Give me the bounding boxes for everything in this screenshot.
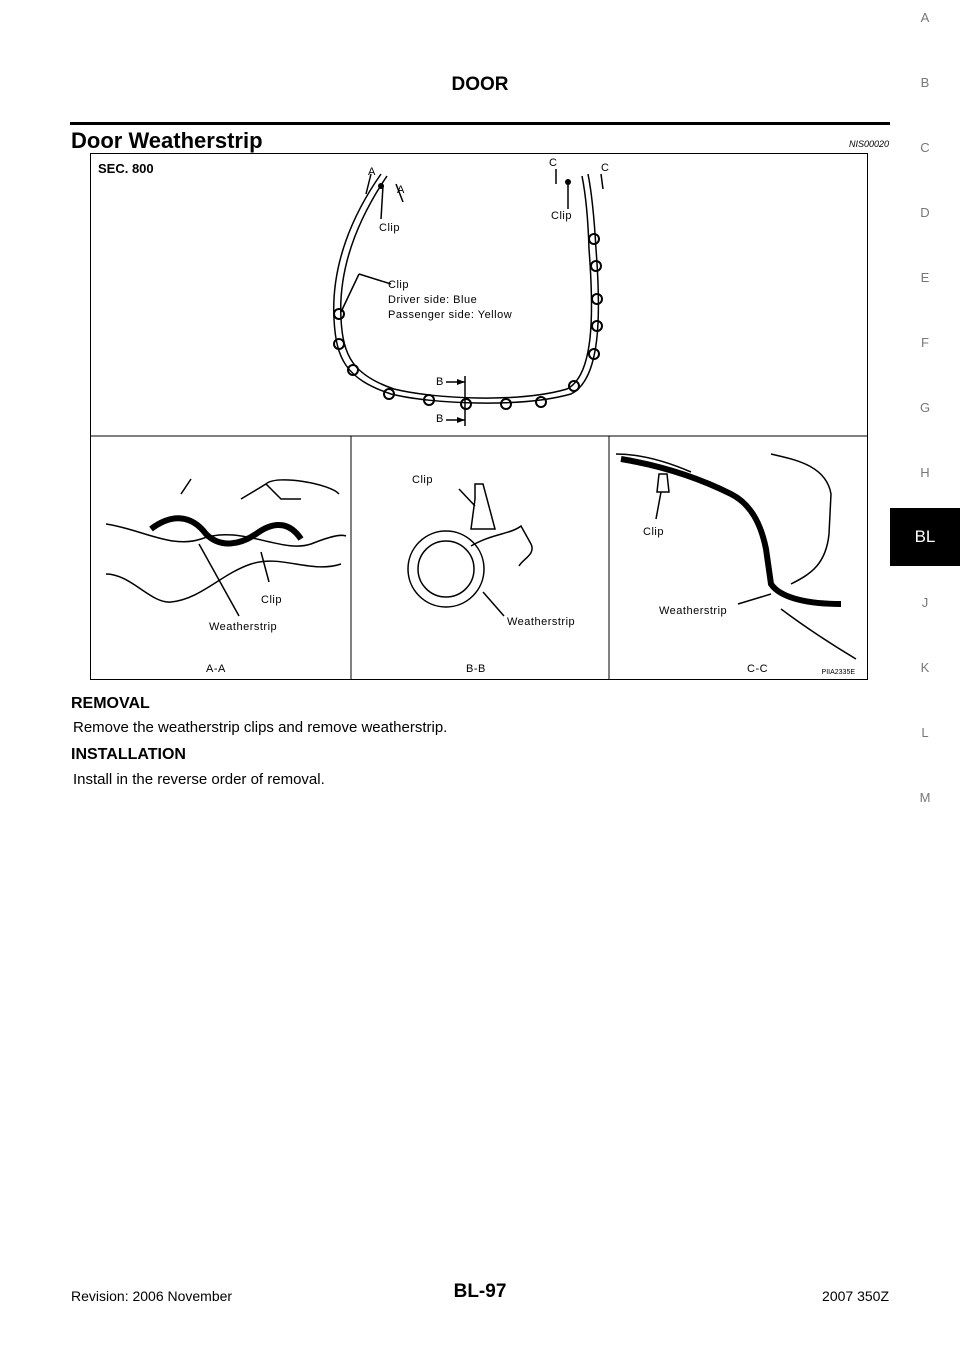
label-b-bottom: B bbox=[436, 413, 444, 425]
label-bb-weatherstrip: Weatherstrip bbox=[507, 616, 576, 628]
label-a2: A bbox=[397, 184, 405, 196]
index-letter-a[interactable]: A bbox=[920, 10, 930, 25]
footer-model: 2007 350Z bbox=[822, 1288, 889, 1304]
index-letter-e[interactable]: E bbox=[920, 270, 930, 285]
weatherstrip-outline-outer bbox=[334, 174, 599, 403]
label-clip-main: Clip bbox=[388, 279, 409, 291]
weatherstrip-figure bbox=[90, 153, 868, 680]
label-a: A bbox=[368, 166, 376, 178]
removal-text: Remove the weatherstrip clips and remove weatherstrip. bbox=[73, 719, 448, 736]
cc-clip bbox=[657, 474, 669, 492]
index-letter-d[interactable]: D bbox=[920, 205, 930, 220]
label-c: C bbox=[549, 157, 558, 169]
index-tab-bl-active[interactable]: BL bbox=[890, 508, 960, 566]
index-letter-l[interactable]: L bbox=[921, 725, 929, 740]
label-clip-a: Clip bbox=[379, 222, 400, 234]
index-letter-c[interactable]: C bbox=[920, 140, 930, 155]
label-clip-c: Clip bbox=[551, 210, 572, 222]
index-letter-h[interactable]: H bbox=[920, 465, 930, 480]
section-index-sidebar bbox=[890, 0, 960, 1358]
header-rule bbox=[70, 122, 890, 125]
index-letter-k[interactable]: K bbox=[920, 660, 930, 675]
label-cc-clip: Clip bbox=[643, 526, 664, 538]
label-section-bb: B-B bbox=[466, 663, 486, 675]
index-letter-g[interactable]: G bbox=[919, 400, 931, 415]
footer-revision: Revision: 2006 November bbox=[71, 1288, 233, 1304]
bb-weatherstrip-bulb bbox=[408, 531, 484, 607]
label-aa-weatherstrip: Weatherstrip bbox=[209, 621, 278, 633]
figure-sec-label: SEC. 800 bbox=[98, 161, 154, 176]
label-aa-clip: Clip bbox=[261, 594, 282, 606]
page-header-title: DOOR bbox=[451, 74, 509, 95]
label-b-top: B bbox=[436, 376, 444, 388]
footer-page-number: BL-97 bbox=[453, 1281, 507, 1302]
label-cc-weatherstrip: Weatherstrip bbox=[659, 605, 728, 617]
section-title: Door Weatherstrip bbox=[71, 128, 263, 153]
figure-code: PIIA2335E bbox=[821, 669, 855, 676]
installation-heading: INSTALLATION bbox=[71, 746, 186, 763]
label-section-cc: C-C bbox=[747, 663, 769, 675]
removal-heading: REMOVAL bbox=[71, 695, 150, 712]
index-letter-m[interactable]: M bbox=[919, 790, 931, 805]
label-section-aa: A-A bbox=[206, 663, 226, 675]
aa-weatherstrip bbox=[151, 518, 301, 543]
clip-markers bbox=[334, 234, 602, 409]
section-ref-code: NIS00020 bbox=[848, 139, 889, 149]
label-driver-side: Driver side: Blue bbox=[388, 294, 478, 306]
label-passenger-side: Passenger side: Yellow bbox=[388, 309, 513, 321]
installation-text: Install in the reverse order of removal. bbox=[73, 771, 325, 788]
index-letter-b[interactable]: B bbox=[920, 75, 930, 90]
index-letter-f[interactable]: F bbox=[921, 335, 929, 350]
bb-clip bbox=[471, 484, 495, 529]
label-bb-clip: Clip bbox=[412, 474, 433, 486]
index-letter-j[interactable]: J bbox=[921, 595, 929, 610]
figure-drawing bbox=[91, 154, 867, 679]
label-c2: C bbox=[601, 162, 610, 174]
